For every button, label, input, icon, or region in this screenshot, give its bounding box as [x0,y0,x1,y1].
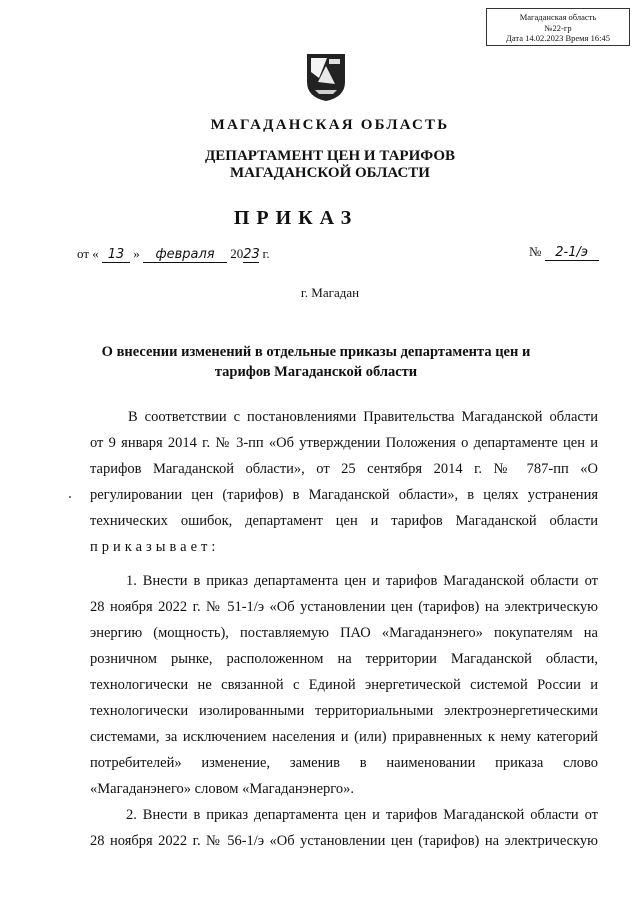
text-line: 1. Внести в приказ департамента цен и тарифов Магаданской области от [126,573,598,589]
text-line: тарифов Магаданской области», от 25 сентября 2014 г. № 787-пп «О [90,461,598,477]
registration-stamp [486,8,630,46]
subject-line1: О внесении изменений в отдельные приказы департамента цен и [101,344,531,360]
text-line: 28 ноября 2022 г. № 51-1/э «Об установлении цен (тарифов) на электрическую [90,599,598,615]
text-line: энергию (мощность), поставляемую ПАО «Магаданэнего» покупателям на [90,625,598,641]
coat-of-arms-icon [305,52,347,102]
orders-word: приказывает: [90,539,220,555]
text-line: системами, за исключением населения и (или) приравненных к нему категорий [90,729,598,745]
stamp-number: №22-гр [544,22,572,33]
text-line: 2. Внести в приказ департамента цен и тарифов Магаданской области от [126,807,598,823]
stamp-region: Магаданская область [519,12,597,22]
date-suffix: г. [262,246,270,261]
order-date [77,246,270,263]
text-line: технических ошибок, департамент цен и тарифов Магаданской области [90,513,598,529]
text-line: «Магаданэнего» словом «Магаданэнерго». [90,781,355,797]
stamp-datetime: Дата 14.02.2023 Время 16:45 [506,33,610,43]
text-line: потребителей» изменение, заменив в наименовании приказа слово [90,755,598,771]
number-value: 2-1/э [545,246,599,261]
item-1-paragraph [90,568,598,802]
preamble-paragraph [90,404,598,560]
date-day: 13 [102,248,130,263]
date-quote-close: » [133,246,140,261]
department-title-line1: ДЕПАРТАМЕНТ ЦЕН И ТАРИФОВ [204,148,455,164]
scan-mark [69,496,71,498]
text-line: технологически не связанной с Единой энергетической системой России и [90,677,598,693]
text-line: от 9 января 2014 г. № 3-пп «Об утверждении Положения о департаменте цен и [90,435,598,451]
order-subject [100,342,532,382]
document-type: ПРИКАЗ [233,207,359,229]
text-line: регулировании цен (тарифов) в Магаданской области», в целях устранения [90,487,598,503]
text-line: В соответствии с постановлениями Правительства Магаданской области [128,409,598,425]
date-month: февраля [143,248,227,263]
city: г. Магадан [300,285,360,300]
region-title: МАГАДАНСКАЯ ОБЛАСТЬ [210,117,450,133]
date-prefix: от « [77,246,99,261]
text-line: 28 ноября 2022 г. № 56-1/э «Об установлении цен (тарифов) на электрическую [90,833,598,849]
date-year-prefix: 20 [230,246,244,261]
subject-line2: тарифов Магаданской области [214,364,418,380]
item-2-paragraph [90,802,598,854]
order-number [529,244,599,261]
department-title-line2: МАГАДАНСКОЙ ОБЛАСТИ [230,165,430,181]
number-sign: № [529,244,542,259]
text-line: технологически изолированными территориальными электроэнергетическими [90,703,598,719]
department-title [0,148,640,182]
date-year-suffix: 23 [243,247,260,262]
text-line: розничном рынке, расположенном на территории Магаданской области, [90,651,598,667]
